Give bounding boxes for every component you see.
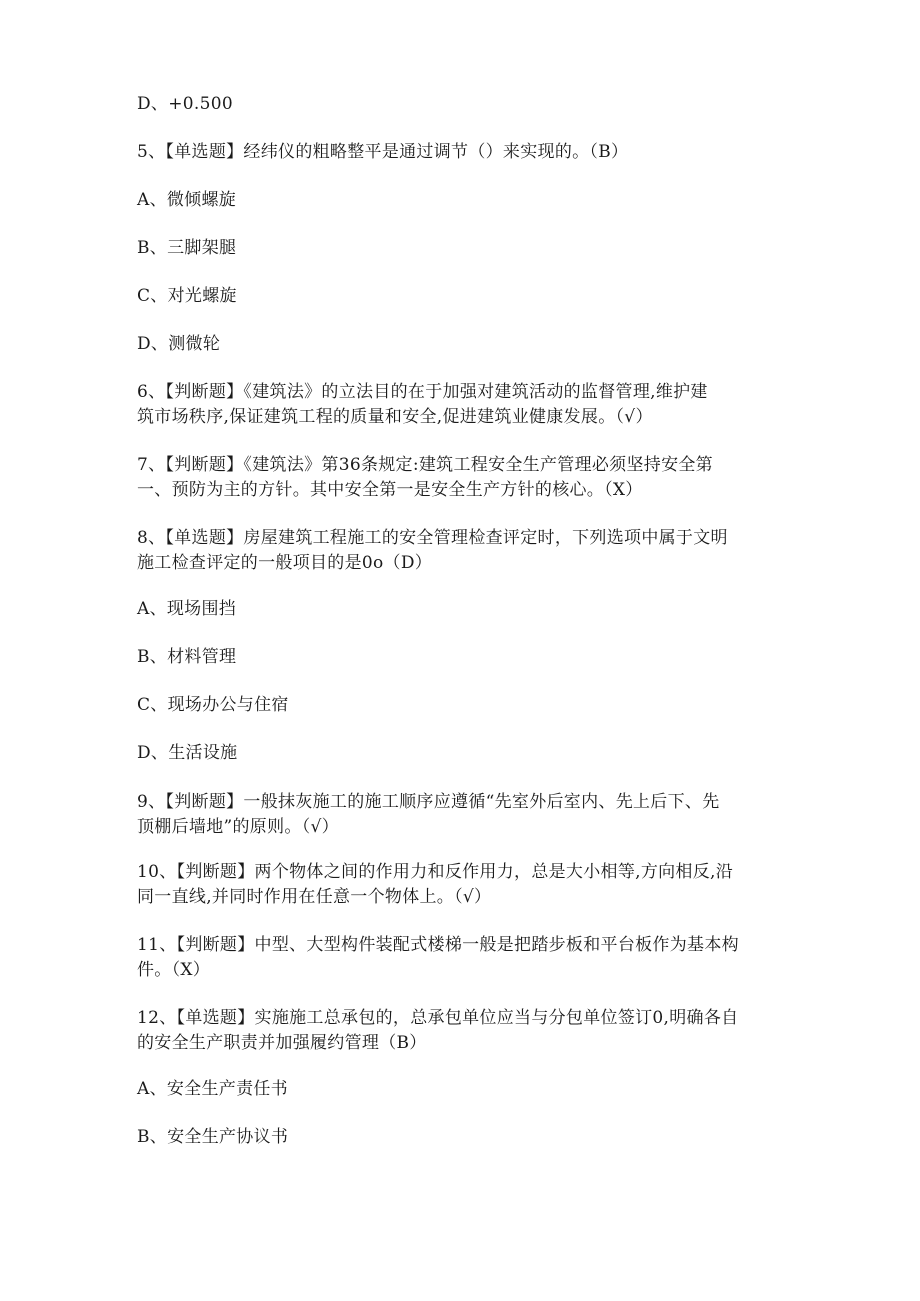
option-a-q5: A、微倾螺旋 bbox=[137, 190, 237, 210]
question-6-line-2: 筑市场秩序,保证建筑工程的质量和安全,促进建筑业健康发展。（√） bbox=[137, 407, 653, 427]
question-10-line-1: 10、【判断题】两个物体之间的作用力和反作用力，总是大小相等,方向相反,沿 bbox=[137, 862, 734, 882]
option-a-q8: A、现场围挡 bbox=[137, 599, 237, 619]
question-7-line-1: 7、【判断题】《建筑法》第36条规定:建筑工程安全生产管理必须坚持安全第 bbox=[137, 455, 713, 475]
option-d-q5: D、测微轮 bbox=[137, 334, 221, 354]
option-b-q12: B、安全生产协议书 bbox=[137, 1127, 289, 1147]
option-c-q5: C、对光螺旋 bbox=[137, 286, 237, 306]
question-9-line-2: 顶棚后墙地”的原则。（√） bbox=[137, 817, 339, 837]
option-b-q8: B、材料管理 bbox=[137, 647, 237, 667]
question-11-line-2: 件。（X） bbox=[137, 960, 211, 980]
question-12-line-1: 12、【单选题】实施施工总承包的，总承包单位应当与分包单位签订0,明确各自 bbox=[137, 1008, 739, 1028]
option-b-q5: B、三脚架腿 bbox=[137, 238, 237, 258]
question-12-line-2: 的安全生产职责并加强履约管理（B） bbox=[137, 1033, 427, 1053]
question-6-line-1: 6、【判断题】《建筑法》的立法目的在于加强对建筑活动的监督管理,维护建 bbox=[137, 382, 708, 402]
question-8-line-2: 施工检查评定的一般项目的是0o（D） bbox=[137, 553, 433, 573]
question-10-line-2: 同一直线,并同时作用在任意一个物体上。（√） bbox=[137, 887, 492, 907]
option-c-q8: C、现场办公与住宿 bbox=[137, 695, 289, 715]
question-9-line-1: 9、【判断题】一般抹灰施工的施工顺序应遵循“先室外后室内、先上后下、先 bbox=[137, 792, 720, 812]
option-a-q12: A、安全生产责任书 bbox=[137, 1079, 288, 1099]
option-d-q8: D、生活设施 bbox=[137, 743, 238, 763]
option-d-q4: D、+0.500 bbox=[137, 94, 233, 114]
question-8-line-1: 8、【单选题】房屋建筑工程施工的安全管理检查评定时，下列选项中属于文明 bbox=[137, 528, 728, 548]
question-11-line-1: 11、【判断题】中型、大型构件装配式楼梯一般是把踏步板和平台板作为基本构 bbox=[137, 935, 739, 955]
question-5: 5、【单选题】经纬仪的粗略整平是通过调节（）来实现的。（B） bbox=[137, 142, 629, 162]
question-7-line-2: 一、预防为主的方针。其中安全第一是安全生产方针的核心。（X） bbox=[137, 480, 643, 500]
